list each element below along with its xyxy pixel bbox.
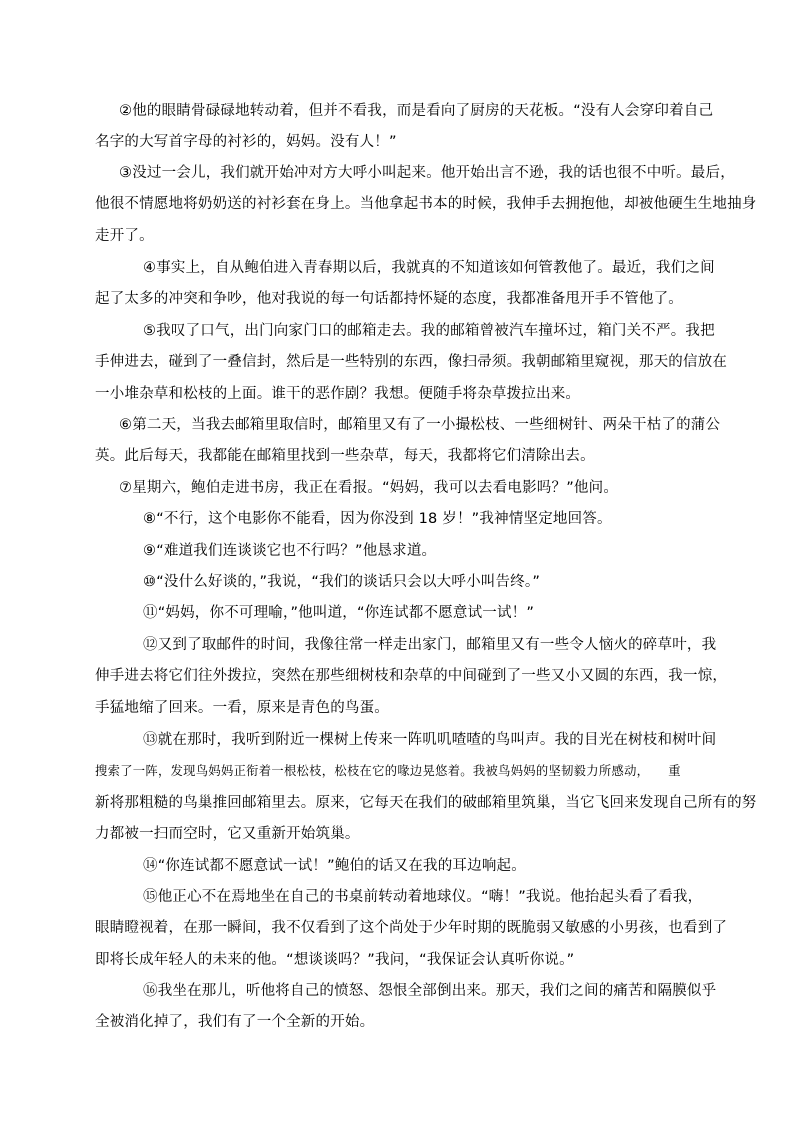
paragraph-14 [95,851,526,882]
paragraph-5 [95,316,727,410]
text-line: ⑭“你连试都不愿意试一试！”鲍伯的话又在我的耳边响起。 [143,858,526,874]
text-line: ④事实上，自从鲍伯进入青春期以后，我就真的不知道该如何管教他了。最近，我们之间 [143,260,715,276]
text-line: 即将长成年轻人的未来的他。“想谈谈吗？”我问，“我保证会认真听你说。” [95,951,575,968]
text-line: 起了太多的冲突和争吵，他对我说的每一句话都持怀疑的态度，我都准备甩开手不管他了。 [95,291,683,308]
text-line: 全被消化掉了，我们有了一个全新的开始。 [95,1014,375,1031]
text-line: 走开了。 [95,227,154,244]
paragraph-9 [95,536,436,567]
paragraph-8 [95,504,612,535]
text-line: 力都被一扫而空时，它又重新开始筑巢。 [95,826,360,843]
paragraph-11 [95,598,534,629]
text-line: ⑧“不行，这个电影你不能看，因为你没到 18 岁！”我神情坚定地回答。 [143,511,612,527]
text-line: 名字的大写首字母的衬衫的，妈妈。没有人！” [95,134,397,151]
text-line: ③没过一会儿，我们就开始冲对方大呼小叫起来。他开始出言不逊，我的话也很不中听。最后， [119,165,735,181]
text-line: 眼睛瞪视着，在那一瞬间，我不仅看到了这个尚处于少年时期的既脆弱又敏感的小男孩，也看到了 [95,920,728,937]
text-line: ⑬就在那时，我听到附近一棵树上传来一阵叽叽喳喳的鸟叫声。我的目光在树枝和树叶间 [143,732,717,748]
text-line: 他很不情愿地将奶奶送的衬衫套在身上。当他拿起书本的时候，我伸手去拥抱他，却被他硬生生地抽身 [95,196,757,213]
text-line: ⑯我坐在那儿，听他将自己的愤怒、怨恨全部倒出来。那天，我们之间的痛苦和隔膜似乎 [143,983,717,999]
text-line: ⑫又到了取邮件的时间，我像往常一样走出家门，邮箱里又有一些令人恼火的碎草叶，我 [143,637,717,653]
paragraph-3 [95,158,757,252]
paragraph-16 [95,976,716,1039]
text-line: ⑥第二天，当我去邮箱里取信时，邮箱里又有了一小撮松枝、一些细树针、两朵干枯了的蒲公 [119,417,721,433]
text-line: 英。此后每天，我都能在邮箱里找到一些杂草，每天，我都将它们清除出去。 [95,448,595,465]
paragraph-15 [95,882,727,976]
paragraph-12 [95,630,727,724]
paragraph-6 [95,410,720,473]
text-line: ⑪“妈妈，你不可理喻，”他叫道，“你连试都不愿意试一试！” [143,605,535,621]
text-line: ⑦星期六，鲍伯走进书房，我正在看报。“妈妈，我可以去看电影吗？”他问。 [119,480,619,496]
paragraph-13 [95,725,757,851]
text-line: 一小堆杂草和松枝的上面。谁干的恶作剧？我想。便随手将杂草拨拉出来。 [95,385,581,402]
paragraph-4 [95,253,715,316]
text-line: ⑩“没什么好谈的，”我说，“我们的谈话只会以大呼小叫告终。” [143,574,541,590]
text-line: ②他的眼睛骨碌碌地转动着，但并不看我，而是看向了厨房的天花板。“没有人会穿印着自己 [119,103,714,119]
paragraph-10 [95,567,540,598]
text-line: 新将那粗糙的鸟巢推回邮箱里去。原来，它每天在我们的破邮箱里筑巢，当它飞回来发现自己所有的努 [95,794,757,811]
text-line: 手猛地缩了回来。一看，原来是青色的鸟蛋。 [95,699,389,716]
text-line: 伸手进去将它们往外拨拉，突然在那些细树枝和杂草的中间碰到了一些又小又圆的东西，我一惊， [95,668,728,685]
text-line: 搜索了一阵，发现鸟妈妈正衔着一根松枝，松枝在它的喙边晃悠着。我被鸟妈妈的坚韧毅力所感动， 重 [95,764,681,779]
paragraph-2 [95,96,713,159]
text-line: ⑨“难道我们连谈谈它也不行吗？”他恳求道。 [143,543,437,559]
text-line: 手伸进去，碰到了一叠信封，然后是一些特别的东西，像扫帚须。我朝邮箱里窥视，那天的信放在 [95,354,728,371]
text-line: ⑤我叹了口气，出门向家门口的邮箱走去。我的邮箱曾被汽车撞坏过，箱门关不严。我把 [143,323,715,339]
paragraph-7 [95,473,618,504]
text-line: ⑮他正心不在焉地坐在自己的书桌前转动着地球仪。“嗨！”我说。他抬起头看了看我， [143,889,703,905]
